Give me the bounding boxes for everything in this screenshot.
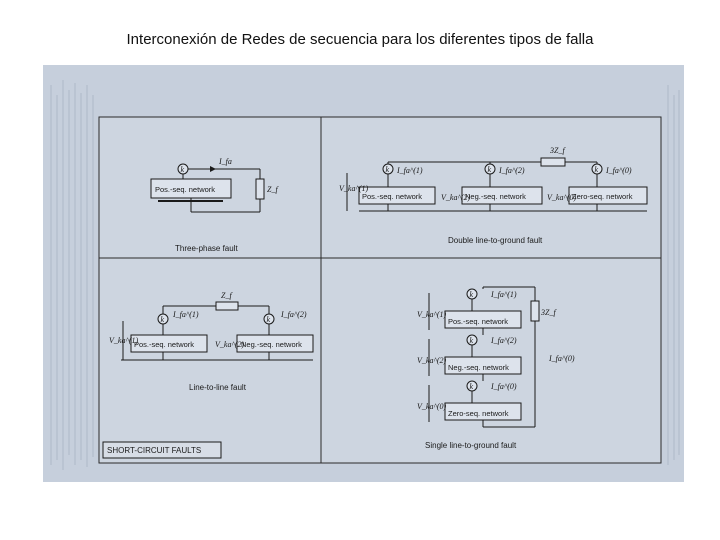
- node-k-label: k: [469, 336, 474, 345]
- node-k-label: k: [266, 315, 271, 324]
- impedance-label: 3Z_f: [541, 308, 556, 317]
- node-k-label: k: [385, 165, 390, 174]
- current-label: I_fa^(1): [397, 166, 423, 175]
- scanned-figure: [43, 65, 684, 482]
- network-label: Zero-seq. network: [448, 409, 509, 418]
- footer-label: SHORT-CIRCUIT FAULTS: [107, 446, 202, 455]
- voltage-label: V_ka^(2): [417, 356, 447, 365]
- panel-caption: Three-phase fault: [175, 244, 238, 253]
- voltage-label: V_ka^(2): [215, 340, 245, 349]
- node-k-label: k: [594, 165, 599, 174]
- voltage-label: V_ka^(0): [547, 193, 577, 202]
- panel-caption: Single line-to-ground fault: [425, 441, 517, 450]
- impedance-label: Z_f: [267, 185, 278, 194]
- node-k-label: k: [469, 290, 474, 299]
- network-label: Pos.-seq. network: [448, 317, 509, 326]
- current-label: I_fa^(0): [491, 382, 517, 391]
- voltage-label: V_ka^(0): [417, 402, 447, 411]
- side-current-label: I_fa^(0): [549, 354, 575, 363]
- panel-caption: Double line-to-ground fault: [448, 236, 543, 245]
- voltage-label: V_ka^(1): [339, 184, 369, 193]
- network-label: Pos.-seq. network: [362, 192, 423, 201]
- impedance-label: 3Z_f: [550, 146, 565, 155]
- network-label: Neg.-seq. network: [241, 340, 302, 349]
- current-label: I_fa^(2): [491, 336, 517, 345]
- network-label: Pos.-seq. network: [134, 340, 195, 349]
- current-label: I_fa: [219, 157, 232, 166]
- node-k-label: k: [160, 315, 165, 324]
- voltage-label: V_ka^(1): [109, 336, 139, 345]
- current-label: I_fa^(1): [173, 310, 199, 319]
- current-label: I_fa^(1): [491, 290, 517, 299]
- voltage-label: V_ka^(2): [441, 193, 471, 202]
- node-k-label: k: [487, 165, 492, 174]
- slide-title: Interconexión de Redes de secuencia para los diferentes tipos de falla: [126, 31, 594, 48]
- impedance-label: Z_f: [221, 291, 232, 300]
- current-label: I_fa^(2): [281, 310, 307, 319]
- current-label: I_fa^(2): [499, 166, 525, 175]
- panel-caption: Line-to-line fault: [189, 383, 246, 392]
- pos-seq-network-label: Pos.-seq. network: [155, 185, 216, 194]
- node-k-label: k: [469, 382, 474, 391]
- network-label: Neg.-seq. network: [465, 192, 526, 201]
- node-k-label: k: [180, 165, 185, 174]
- voltage-label: V_ka^(1): [417, 310, 447, 319]
- network-label: Neg.-seq. network: [448, 363, 509, 372]
- network-label: Zero-seq. network: [572, 192, 633, 201]
- current-label: I_fa^(0): [606, 166, 632, 175]
- impedance-zf: [256, 179, 264, 199]
- sequence-network-diagram: [43, 65, 684, 482]
